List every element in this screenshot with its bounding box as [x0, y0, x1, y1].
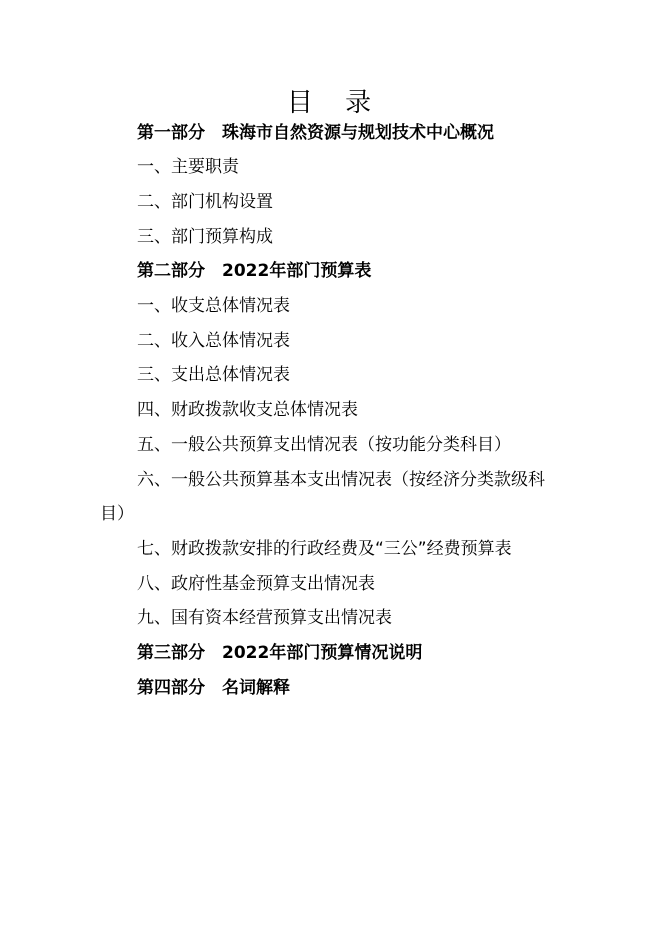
toc-item: 一、收支总体情况表	[137, 296, 290, 316]
part1-heading: 第一部分 珠海市自然资源与规划技术中心概况	[137, 123, 494, 143]
toc-item: 八、政府性基金预算支出情况表	[137, 574, 375, 594]
toc-item: 七、财政拨款安排的行政经费及“三公”经费预算表	[137, 539, 512, 559]
toc-item: 二、收入总体情况表	[137, 331, 290, 351]
toc-item-continuation: 目）	[100, 504, 134, 524]
toc-item: 四、财政拨款收支总体情况表	[137, 400, 358, 420]
toc-item: 六、一般公共预算基本支出情况表（按经济分类款级科	[137, 470, 545, 490]
toc-title: 目 录	[286, 88, 384, 118]
toc-item: 二、部门机构设置	[137, 192, 273, 212]
toc-item: 一、主要职责	[137, 157, 239, 177]
part3-heading: 第三部分 2022年部门预算情况说明	[137, 643, 423, 663]
toc-item: 九、国有资本经营预算支出情况表	[137, 608, 392, 628]
toc-item: 五、一般公共预算支出情况表（按功能分类科目）	[137, 435, 511, 455]
part4-heading: 第四部分 名词解释	[137, 678, 290, 698]
toc-item: 三、支出总体情况表	[137, 365, 290, 385]
part2-heading: 第二部分 2022年部门预算表	[137, 261, 372, 281]
toc-item: 三、部门预算构成	[137, 227, 273, 247]
